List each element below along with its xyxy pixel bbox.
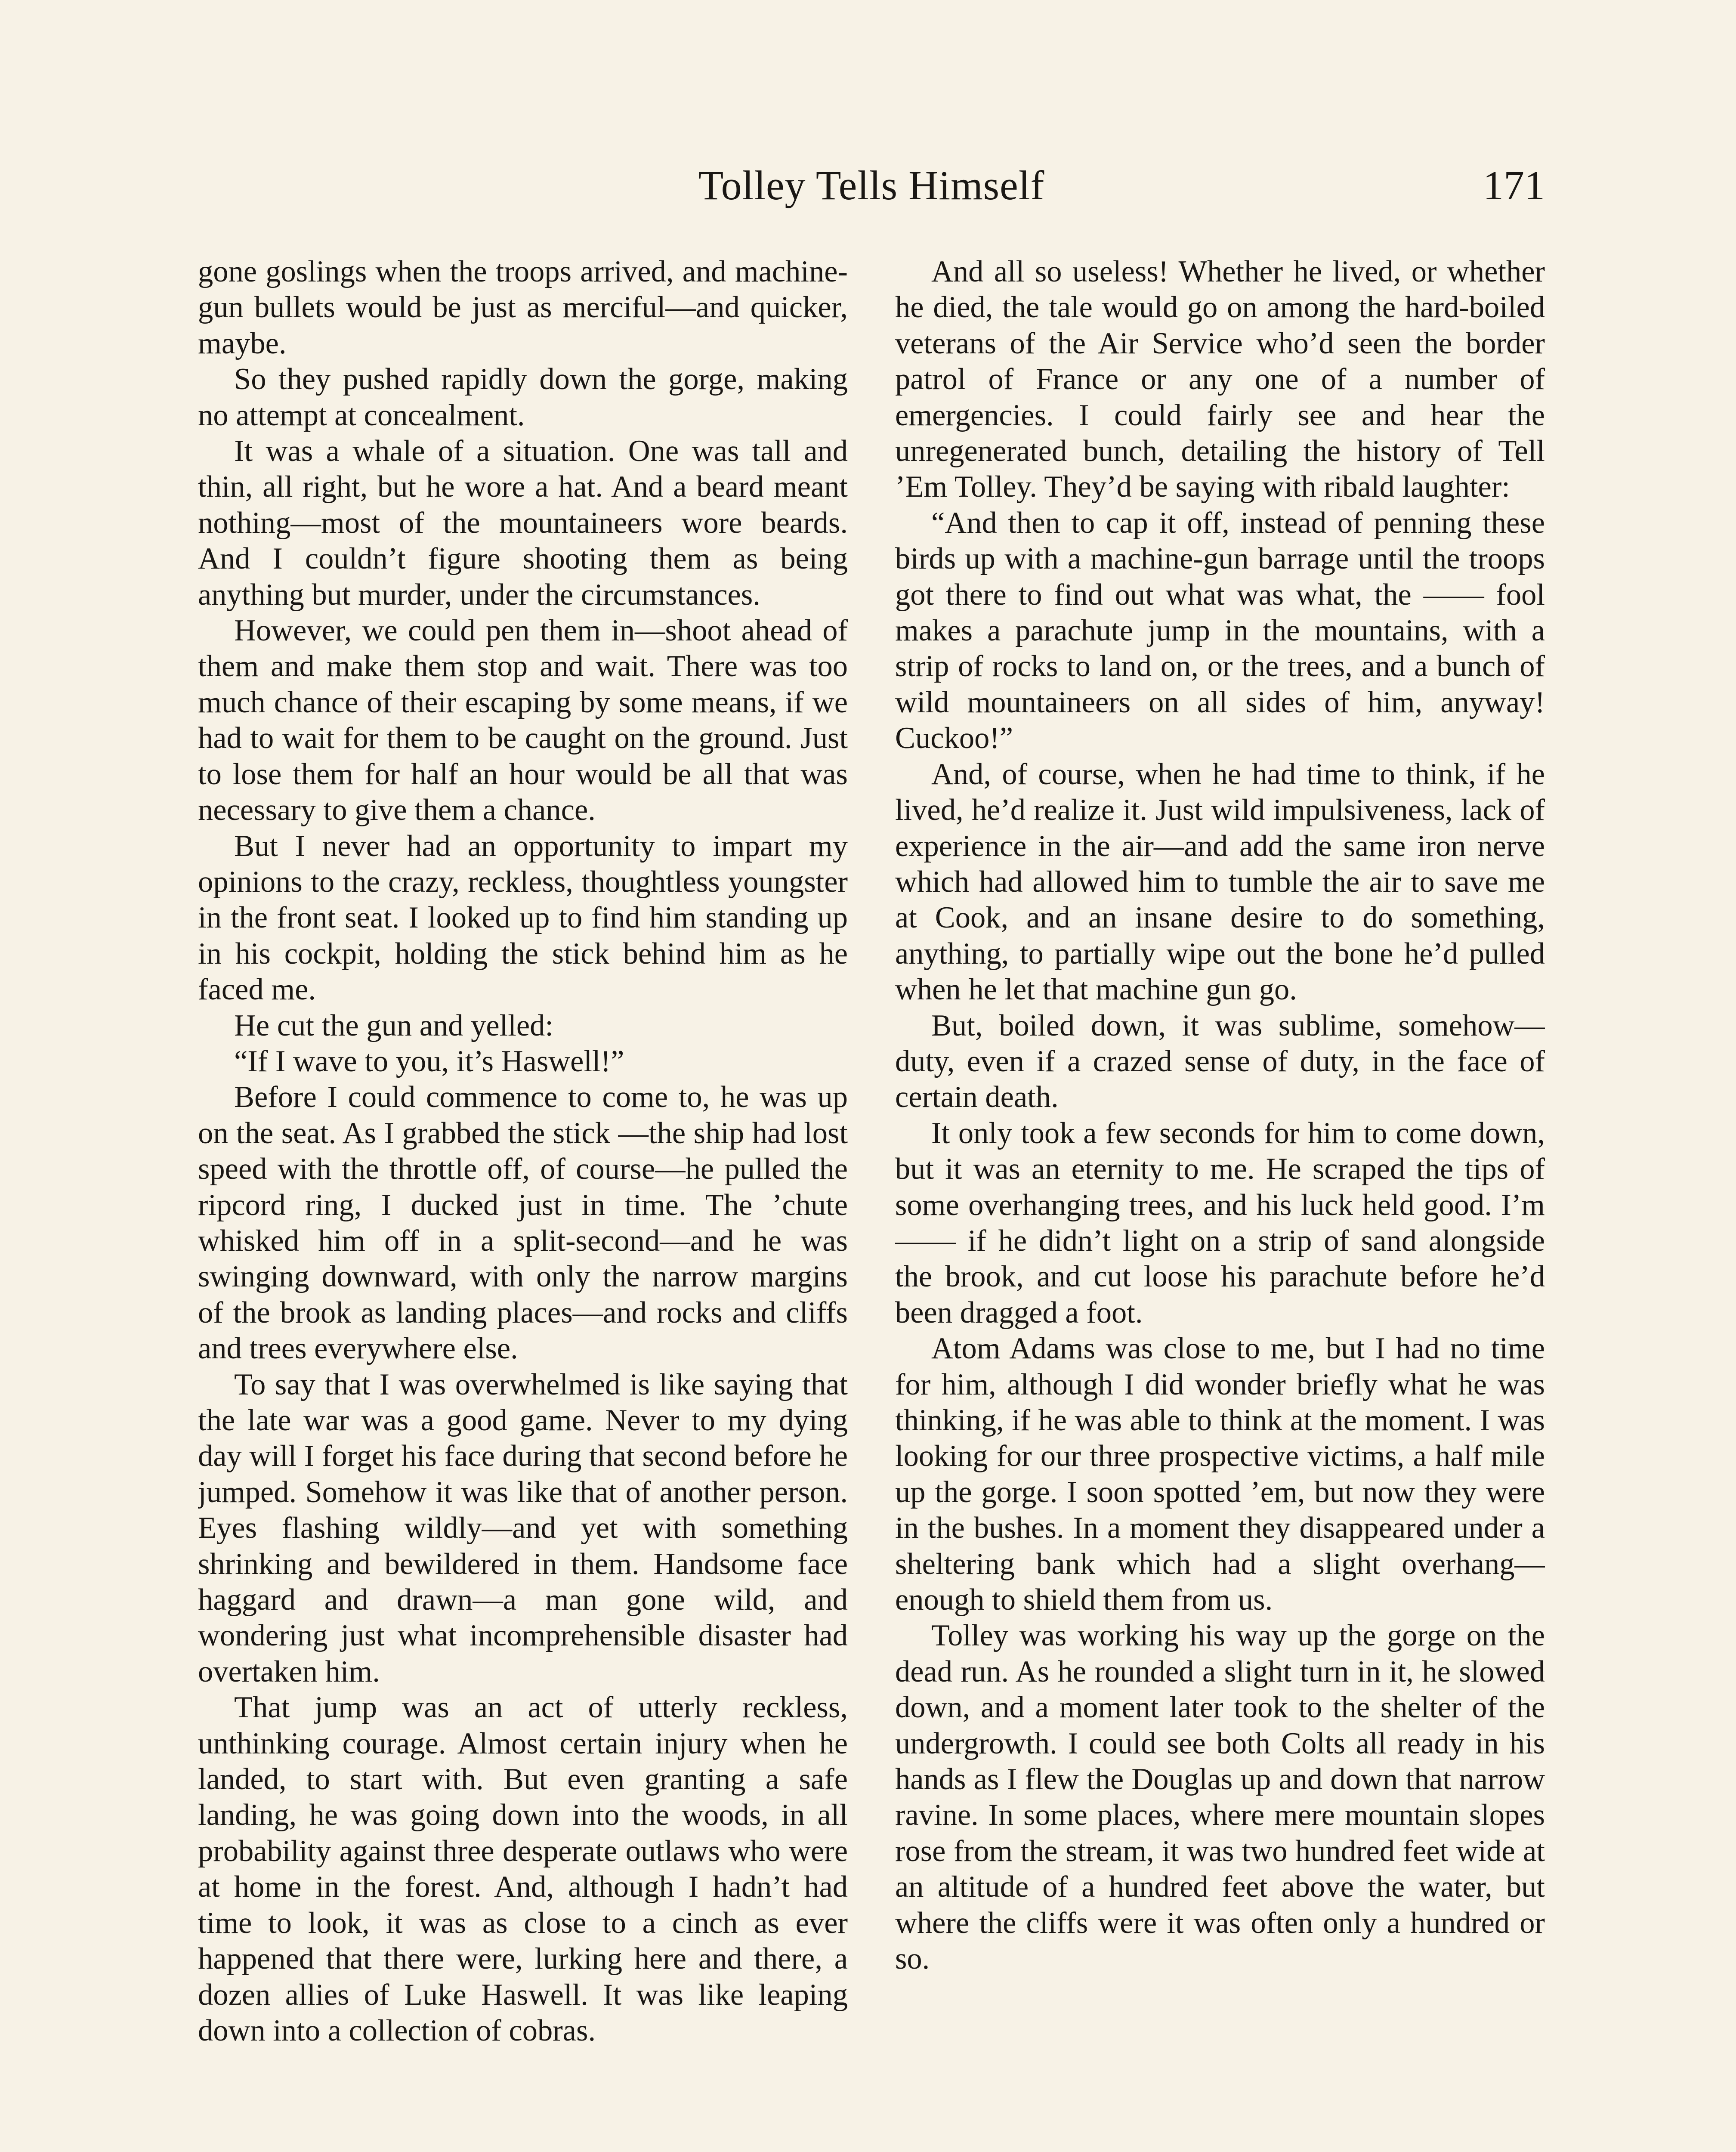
left-column	[198, 254, 848, 2152]
paragraph: And all so useless! Whether he lived, or whether he died, the tale would go on among the hard-boiled veterans of the Air Service who’d seen the border patrol of France or any one of a number of emergencies. I could fairly see and hear the unregenerated bunch, detailing the history of Tell ’Em Tolley. They’d be saying with ribald laughter:	[895, 255, 1545, 504]
paragraph: He cut the gun and yelled:	[234, 1008, 553, 1042]
paragraph: To say that I was overwhelmed is like saying that the late war was a good game. Never to my dying day will I forget his face during that second before he jumped. Somehow it was like that of another person. Eyes flashing wildly—and yet with something shrinking and bewildered in them. Handsome face haggard and drawn—a man gone wild, and wondering just what incomprehensible disaster had overtaken him.	[198, 1367, 848, 1688]
paragraph: So they pushed rapidly down the gorge, making no attempt at concealment.	[198, 362, 848, 432]
paragraph: Tolley was working his way up the gorge on the dead run. As he rounded a slight turn in it, he slowed down, and a moment later took to the shelter of the undergrowth. I could see both Colts all ready in his hands as I flew the Douglas up and down that narrow ravine. In some places, where mere mountain slopes rose from the stream, it was two hundred feet wide at an altitude of a hundred feet above the water, but where the cliffs were it was often only a hundred or so.	[895, 1619, 1545, 1976]
paragraph: But, boiled down, it was sublime, somehow—duty, even if a crazed sense of duty, in the face of certain death.	[895, 1008, 1545, 1114]
paragraph: “If I wave to you, it’s Haswell!”	[234, 1044, 624, 1078]
page-number: 171	[1483, 162, 1545, 208]
paragraph: “And then to cap it off, instead of penning these birds up with a machine-gun barrage until the troops got there to find out what was what, the —— fool makes a parachute jump in the mountains, with a strip of rocks to land on, or the trees, and a bunch of wild mountaineers on all sides of him, anyway! Cuckoo!”	[895, 506, 1545, 755]
running-title: Tolley Tells Himself	[698, 162, 1045, 208]
paragraph: However, we could pen them in—shoot ahead of them and make them stop and wait. There was too much chance of their escaping by some means, if we had to wait for them to be caught on the ground. Just to lose them for half an hour would be all that was necessary to give them a chance.	[198, 614, 848, 827]
page-header	[198, 161, 1545, 213]
paragraph: Before I could commence to come to, he was up on the seat. As I grabbed the stick —the ship had lost speed with the throttle off, of course—he pulled the ripcord ring, I ducked just in time. The ’chute whisked him off in a split-second—and he was swinging downward, with only the narrow margins of the brook as landing places—and rocks and cliffs and trees everywhere else.	[198, 1080, 848, 1366]
right-column	[895, 254, 1545, 2152]
paragraph: That jump was an act of utterly reckless, unthinking courage. Almost certain injury when he landed, to start with. But even granting a safe landing, he was going down into the woods, in all probability against three desperate outlaws who were at home in the forest. And, although I hadn’t had time to look, it was as close to a cinch as ever happened that there were, lurking here and there, a dozen allies of Luke Haswell. It was like leaping down into a collection of cobras.	[198, 1691, 848, 2047]
paragraph: It only took a few seconds for him to come down, but it was an eternity to me. He scraped the tips of some overhanging trees, and his luck held good. I’m —— if he didn’t light on a strip of sand alongside the brook, and cut loose his parachute before he’d been dragged a foot.	[895, 1116, 1545, 1330]
paragraph: It was a whale of a situation. One was tall and thin, all right, but he wore a hat. And a beard meant nothing—most of the mountaineers wore beards. And I couldn’t figure shooting them as being anything but murder, under the circumstances.	[198, 434, 848, 612]
paragraph: Atom Adams was close to me, but I had no time for him, although I did wonder briefly what he was thinking, if he was able to think at the moment. I was looking for our three prospective victims, a half mile up the gorge. I soon spotted ’em, but now they were in the bushes. In a moment they disappeared under a sheltering bank which had a slight overhang—enough to shield them from us.	[895, 1332, 1545, 1617]
paragraph: gone goslings when the troops arrived, and machine-gun bullets would be just as merciful—and quicker, maybe.	[198, 255, 848, 360]
paragraph: But I never had an opportunity to impart my opinions to the crazy, reckless, thoughtless youngster in the front seat. I looked up to find him standing up in his cockpit, holding the stick behind him as he faced me.	[198, 829, 848, 1007]
paragraph: And, of course, when he had time to think, if he lived, he’d realize it. Just wild impulsiveness, lack of experience in the air—and add the same iron nerve which had allowed him to tumble the air to save me at Cook, and an insane desire to do something, anything, to partially wipe out the bone he’d pulled when he let that machine gun go.	[895, 757, 1545, 1007]
